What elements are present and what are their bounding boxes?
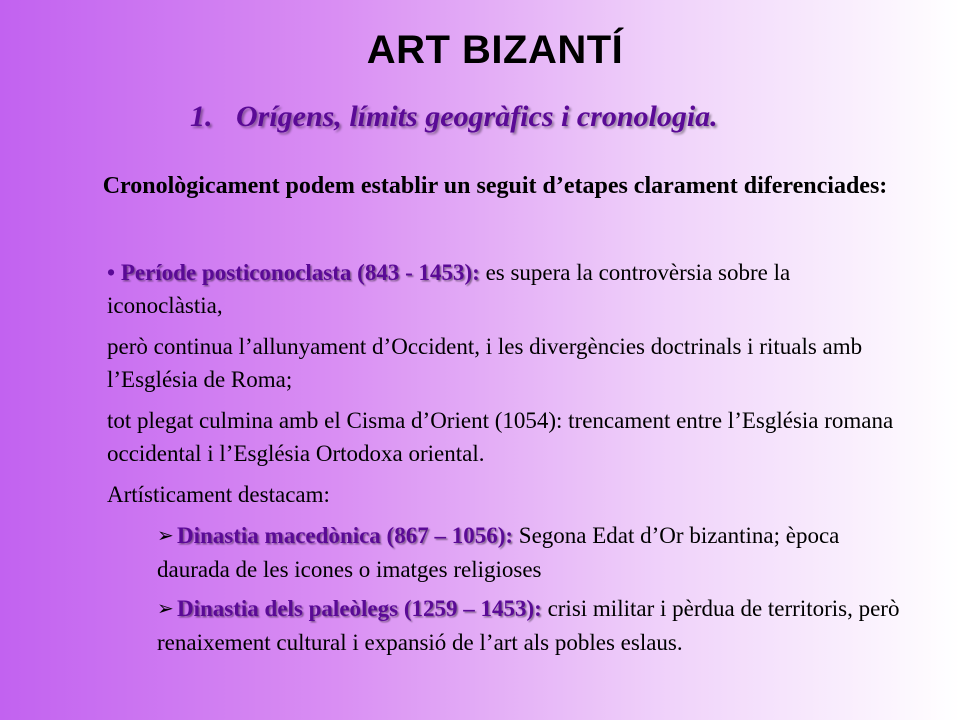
dinastia-paleolegs-heading: Dinastia dels paleòlegs (1259 – 1453): — [177, 596, 542, 621]
item-dinastia-paleolegs — [107, 592, 907, 659]
slide-title: ART BIZANTÍ — [366, 28, 624, 72]
dinastia-paleolegs-text: crisi militar i pèrdua de territoris, però renaixement cultural i expansió de l’art als pobles eslaus. — [157, 596, 900, 655]
bullet-icon: • — [107, 260, 116, 285]
arrow-bullet-icon: ➢ — [157, 598, 174, 620]
paragraph-artisticament: Artísticament destacam: — [107, 482, 330, 507]
item-posticonoclasta-heading: Període posticonoclasta (843 - 1453): — [120, 260, 480, 285]
item-dinastia-macedonica — [107, 519, 907, 586]
dinastia-macedonica-heading: Dinastia macedònica (867 – 1056): — [177, 523, 514, 548]
paragraph-cisma: tot plegat culmina amb el Cisma d’Orient (1054): trencament entre l’Església romana occidental i l’Església Ortodoxa oriental. — [107, 408, 894, 466]
paragraph-allunyament: però continua l’allunyament d’Occident, i les divergències doctrinals i rituals amb l’Església de Roma; — [107, 334, 863, 392]
intro-text: Cronològicament podem establir un seguit d’etapes clarament diferenciades: — [102, 173, 888, 199]
subtitle-number: 1. — [190, 100, 213, 133]
item-posticonoclasta — [107, 256, 907, 322]
item-posticonoclasta-text: es supera la controvèrsia sobre la iconoclàstia, — [107, 260, 791, 318]
slide-body — [107, 256, 907, 659]
arrow-bullet-icon: ➢ — [157, 525, 174, 547]
dinastia-macedonica-text: Segona Edat d’Or bizantina; època daurada de les icones o imatges religioses — [157, 523, 840, 582]
subtitle-text: Orígens, límits geogràfics i cronologia. — [236, 100, 718, 133]
section-subtitle — [190, 100, 718, 134]
